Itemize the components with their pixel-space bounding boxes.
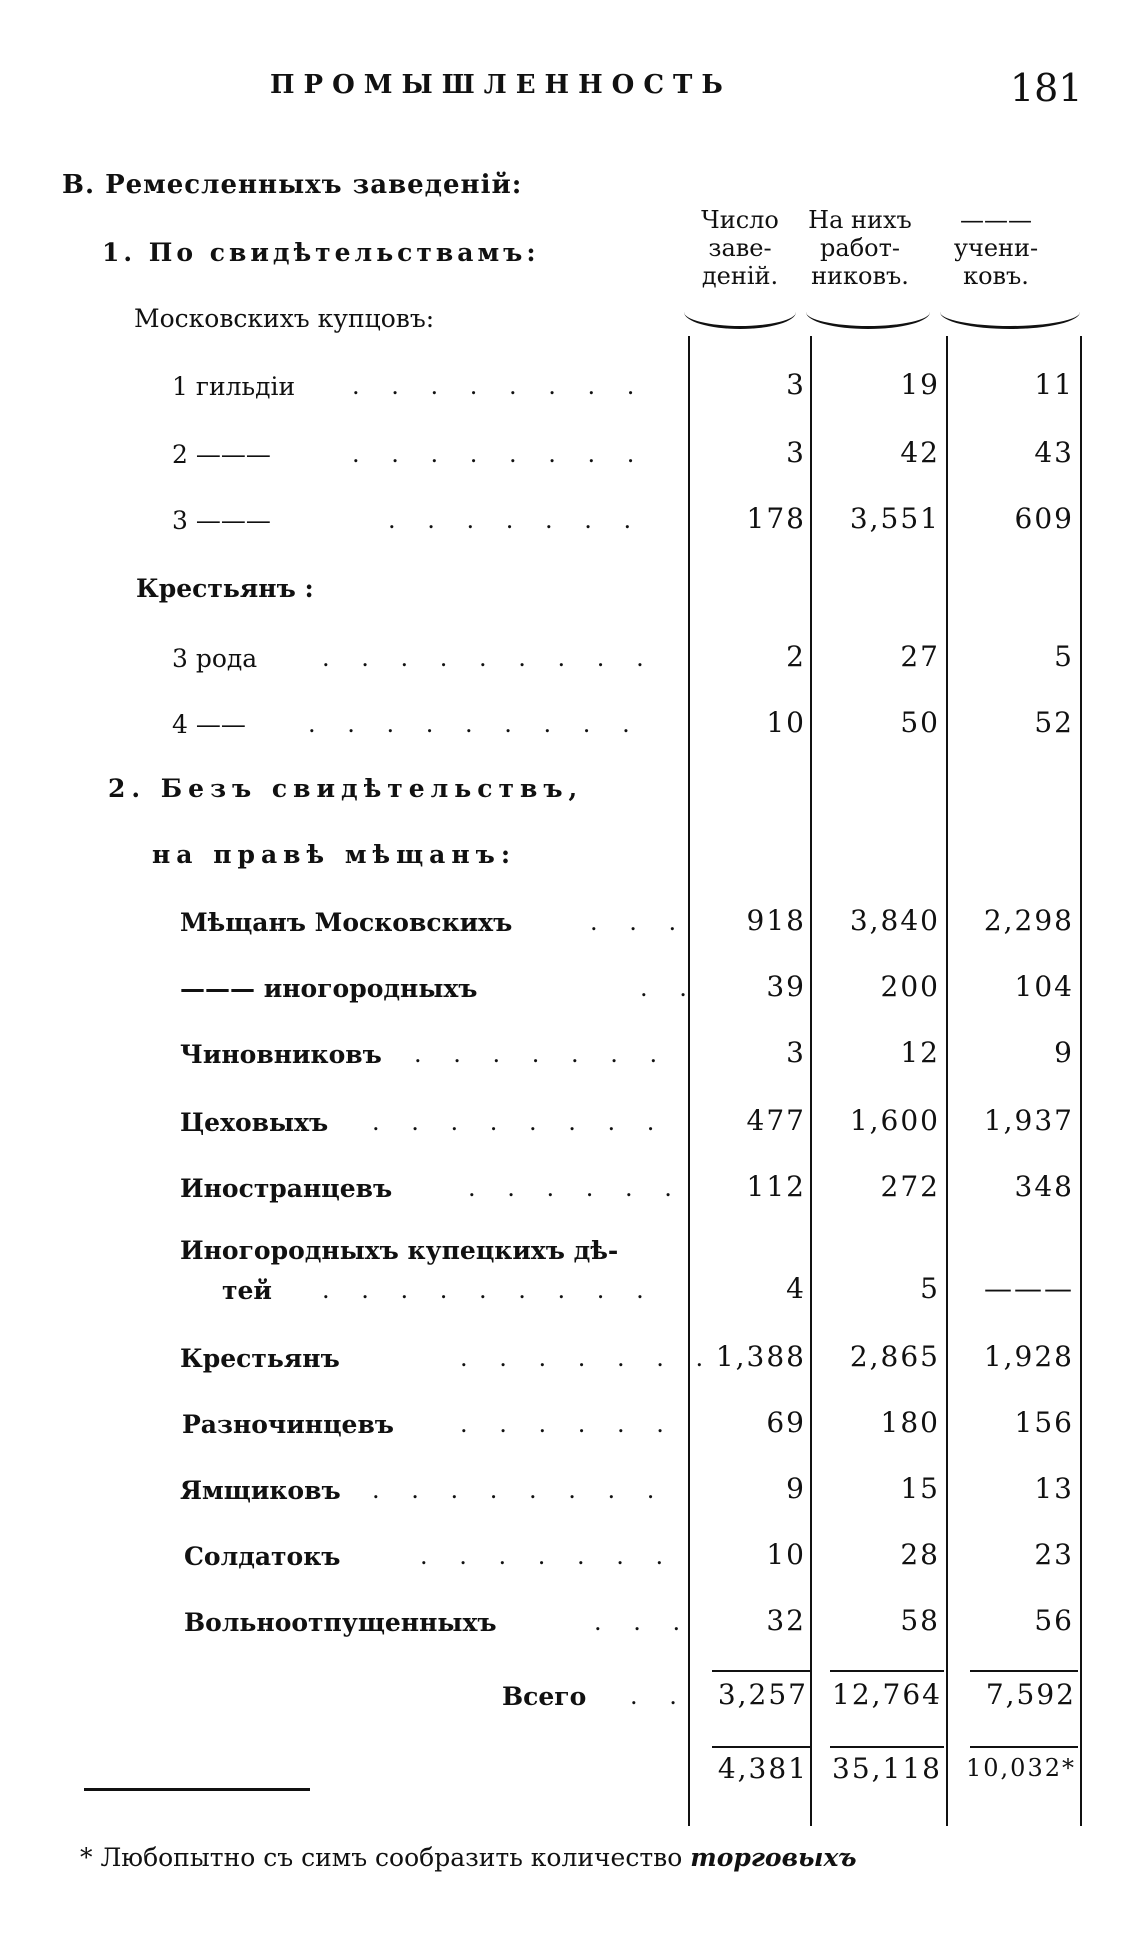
total-establishments: 3,257: [717, 1678, 808, 1711]
row-label: 4 ——: [172, 710, 246, 739]
leader-dots: . . . . . .: [460, 1410, 676, 1438]
leader-dots: . .: [640, 974, 699, 1002]
cell-establishments: 32: [766, 1604, 806, 1637]
subsection-heading-2: 2. Безъ свидѣтельствъ,: [108, 774, 584, 803]
column-header-line: деній.: [701, 262, 779, 290]
cell-establishments: 918: [746, 904, 806, 937]
cell-establishments: 4: [786, 1272, 806, 1305]
group-label-peasants: Крестьянъ :: [136, 574, 314, 603]
row-label: 2 ———: [172, 440, 271, 469]
cell-apprentices: 43: [1034, 436, 1074, 469]
cell-establishments: 3: [786, 1036, 806, 1069]
page-number: 181: [1010, 66, 1083, 110]
cell-workers: 58: [900, 1604, 940, 1637]
cell-apprentices: 9: [1054, 1036, 1074, 1069]
cell-apprentices: 156: [1014, 1406, 1074, 1439]
grand-total-establishments: 4,381: [717, 1752, 808, 1785]
cell-establishments: 1,388: [715, 1340, 806, 1373]
cell-apprentices: 2,298: [983, 904, 1074, 937]
subsection-heading-2-cont: на правѣ мѣщанъ:: [152, 840, 517, 869]
cell-apprentices: 52: [1034, 706, 1074, 739]
column-header-line: ковъ.: [963, 262, 1029, 290]
cell-apprentices: ———: [984, 1272, 1074, 1305]
total-rule: [830, 1670, 944, 1672]
leader-dots: . . . . . . . .: [352, 372, 647, 400]
footnote-text: * Любопытно съ симъ сообразить количество: [80, 1843, 691, 1872]
cell-workers: 5: [920, 1272, 940, 1305]
cell-workers: 272: [880, 1170, 940, 1203]
leader-dots: . . . . . . . .: [372, 1108, 667, 1136]
column-header-apprentices: [936, 206, 1056, 290]
cell-establishments: 2: [786, 640, 806, 673]
leader-dots: . . .: [594, 1608, 693, 1636]
cell-workers: 50: [900, 706, 940, 739]
cell-establishments: 178: [746, 502, 806, 535]
group-label-merchants: Московскихъ купцовъ:: [134, 304, 435, 333]
row-label: 3 ———: [172, 506, 271, 535]
leader-dots: . . . . . . .: [388, 506, 644, 534]
column-brace: [684, 312, 796, 329]
leader-dots: . . . . . . . .: [372, 1476, 667, 1504]
cell-apprentices: 348: [1014, 1170, 1074, 1203]
cell-workers: 15: [900, 1472, 940, 1505]
cell-workers: 3,551: [849, 502, 940, 535]
total-rule: [970, 1670, 1078, 1672]
column-header-line: заве-: [708, 234, 772, 262]
cell-apprentices: 1,937: [983, 1104, 1074, 1137]
cell-workers: 28: [900, 1538, 940, 1571]
row-label: Иностранцевъ: [180, 1174, 393, 1203]
subsection-heading: 1. По свидѣтельствамъ:: [102, 238, 540, 267]
grand-rule: [970, 1746, 1078, 1748]
page-header-title: ПРОМЫШЛЕННОСТЬ: [270, 70, 732, 100]
row-label: Вольноотпущенныхъ: [184, 1608, 497, 1637]
total-rule: [712, 1670, 812, 1672]
column-header-workers: [800, 206, 920, 290]
row-label: Иногородныхъ купецкихъ дѣ-: [180, 1236, 619, 1265]
cell-establishments: 9: [786, 1472, 806, 1505]
cell-apprentices: 56: [1034, 1604, 1074, 1637]
column-header-line: учени-: [953, 234, 1039, 262]
cell-establishments: 3: [786, 436, 806, 469]
cell-workers: 200: [880, 970, 940, 1003]
cell-workers: 1,600: [849, 1104, 940, 1137]
leader-dots: . . . . . .: [468, 1174, 684, 1202]
column-rule: [946, 336, 948, 1826]
column-rule: [810, 336, 812, 1826]
cell-apprentices: 11: [1034, 368, 1074, 401]
cell-workers: 27: [900, 640, 940, 673]
cell-establishments: 69: [766, 1406, 806, 1439]
cell-establishments: 3: [786, 368, 806, 401]
leader-dots: . . . . . . . . .: [308, 710, 642, 738]
column-header-line: никовъ.: [811, 262, 909, 290]
cell-apprentices: 609: [1014, 502, 1074, 535]
row-label: 1 гильдіи: [172, 372, 296, 401]
row-label: Крестьянъ: [180, 1344, 340, 1373]
row-label: Чиновниковъ: [180, 1040, 382, 1069]
footnote-emphasis: торговыхъ: [690, 1843, 857, 1872]
row-label: Цеховыхъ: [180, 1108, 329, 1137]
leader-dots: . . . . . . . . .: [322, 1276, 656, 1304]
section-heading: В. Ремесленныхъ заведеній:: [62, 170, 523, 200]
row-label: Солдатокъ: [184, 1542, 341, 1571]
cell-apprentices: 104: [1014, 970, 1074, 1003]
leader-dots: . . .: [590, 908, 689, 936]
column-brace: [940, 312, 1080, 329]
cell-workers: 2,865: [849, 1340, 940, 1373]
column-rule: [1080, 336, 1082, 1826]
leader-dots: . .: [630, 1682, 689, 1710]
leader-dots: . . . . . . .: [420, 1542, 676, 1570]
row-label: Мѣщанъ Московскихъ: [180, 908, 513, 937]
total-label: Всего: [502, 1682, 587, 1711]
cell-establishments: 10: [766, 706, 806, 739]
cell-workers: 3,840: [849, 904, 940, 937]
cell-apprentices: 13: [1034, 1472, 1074, 1505]
row-label-continued: тей: [222, 1276, 272, 1305]
leader-dots: . . . . . . .: [414, 1040, 670, 1068]
cell-establishments: 39: [766, 970, 806, 1003]
cell-workers: 180: [880, 1406, 940, 1439]
total-workers: 12,764: [832, 1678, 942, 1711]
cell-establishments: 112: [746, 1170, 806, 1203]
cell-apprentices: 1,928: [983, 1340, 1074, 1373]
grand-rule: [712, 1746, 812, 1748]
leader-dots: . . . . . . .: [460, 1344, 716, 1372]
footnote-rule: [84, 1788, 310, 1791]
cell-establishments: 477: [746, 1104, 806, 1137]
column-header-line: На нихъ: [808, 206, 912, 234]
row-label: ——— иногородныхъ: [180, 974, 478, 1003]
cell-apprentices: 23: [1034, 1538, 1074, 1571]
column-header-line: работ-: [820, 234, 900, 262]
row-label: Разночинцевъ: [182, 1410, 394, 1439]
column-header-line: Число: [701, 206, 779, 234]
column-header-line: ———: [960, 206, 1032, 234]
grand-total-workers: 35,118: [832, 1752, 942, 1785]
column-brace: [806, 312, 930, 329]
cell-workers: 19: [900, 368, 940, 401]
leader-dots: . . . . . . . . .: [322, 644, 656, 672]
cell-workers: 42: [900, 436, 940, 469]
column-header-establishments: [680, 206, 800, 290]
cell-apprentices: 5: [1054, 640, 1074, 673]
cell-establishments: 10: [766, 1538, 806, 1571]
row-label: 3 рода: [172, 644, 258, 673]
leader-dots: . . . . . . . .: [352, 440, 647, 468]
grand-rule: [830, 1746, 944, 1748]
column-rule: [688, 336, 690, 1826]
grand-total-apprentices: 10,032*: [966, 1754, 1076, 1782]
cell-workers: 12: [900, 1036, 940, 1069]
total-apprentices: 7,592: [985, 1678, 1076, 1711]
row-label: Ямщиковъ: [180, 1476, 341, 1505]
footnote: [80, 1843, 857, 1872]
